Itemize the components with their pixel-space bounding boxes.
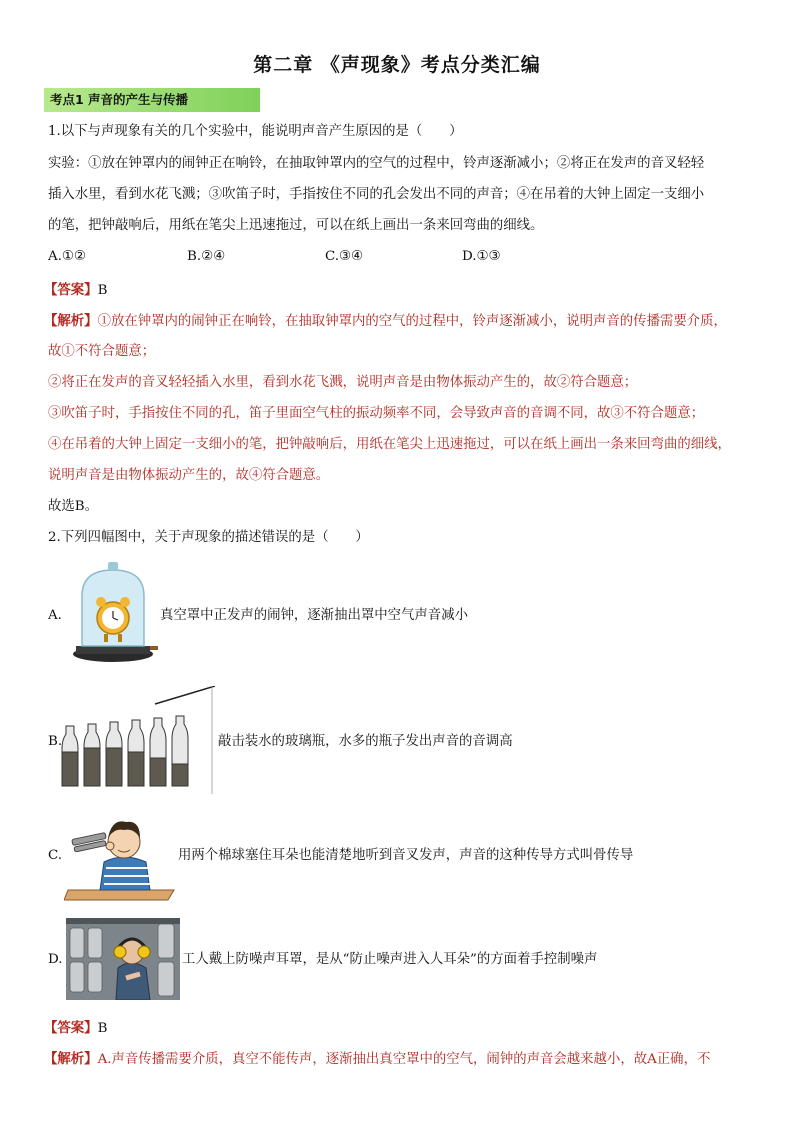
q1-stem: 1.以下与声现象有关的几个实验中，能说明声音产生原因的是（ ）	[48, 124, 463, 139]
q2-figure-a-text: 真空罩中正发声的闹钟，逐渐抽出罩中空气声音减小	[160, 608, 468, 623]
q1-analysis-line	[44, 311, 727, 332]
bell-jar-clock-image	[68, 560, 158, 664]
analysis-tag: 【解析】	[44, 313, 98, 329]
q2-figure-d-text: 工人戴上防噪声耳罩，是从“防止噪声进入人耳朵”的方面着手控制噪声	[182, 952, 598, 967]
q2-stem: 2.下列四幅图中，关于声现象的描述错误的是（ ）	[48, 530, 369, 545]
q1-experiment-line: 插入水里，看到水花飞溅；③吹笛子时，手指按住不同的孔会发出不同的声音；④在吊着的大钟上固定一支细小	[48, 187, 705, 202]
answer-value: B	[97, 1021, 108, 1036]
boy-tuning-fork-image	[64, 812, 178, 902]
answer-tag: 【答案】	[44, 282, 98, 298]
q2-figure-b-letter: B.	[48, 734, 63, 749]
q2-figure-b-text: 敲击装水的玻璃瓶，水多的瓶子发出声音的音调高	[218, 734, 513, 749]
q2-figure-c-letter: C.	[48, 848, 63, 863]
q1-option-d: D.①③	[462, 249, 501, 264]
answer-tag: 【答案】	[44, 1020, 98, 1036]
analysis-tag: 【解析】	[44, 1051, 98, 1067]
q2-figure-c-text: 用两个棉球塞住耳朵也能清楚地听到音叉发声，声音的这种传导方式叫骨传导	[178, 848, 634, 863]
q1-analysis-line: ③吹笛子时，手指按住不同的孔，笛子里面空气柱的振动频率不同，会导致声音的音调不同，故③不符合题意；	[48, 406, 705, 421]
answer-value: B	[97, 283, 108, 298]
q1-option-b: B.②④	[187, 249, 226, 264]
glass-bottles-image	[60, 686, 220, 796]
q1-analysis-line: ④在吊着的大钟上固定一支细小的笔，把钟敲响后，用纸在笔尖上迅速拖过，可以在纸上画出一条来回弯曲的细线，	[48, 437, 731, 452]
analysis-text: ①放在钟罩内的闹钟正在响铃，在抽取钟罩内的空气的过程中，铃声逐渐减小，说明声音的传播需要介质，	[97, 314, 727, 329]
factory-worker-earmuffs-image	[66, 918, 180, 1000]
q1-analysis-line: 说明声音是由物体振动产生的，故④符合题意。	[48, 468, 330, 483]
q1-option-c: C.③④	[325, 249, 364, 264]
q1-option-a: A.①②	[48, 249, 86, 264]
q1-conclusion: 故选B。	[48, 499, 99, 514]
q2-answer	[44, 1018, 107, 1039]
section-banner: 考点1 声音的产生与传播	[44, 88, 260, 112]
analysis-text: A.声音传播需要介质，真空不能传声，逐渐抽出真空罩中的空气，闹钟的声音会越来越小，故A正确，不	[97, 1052, 711, 1067]
q2-figure-a-letter: A.	[48, 608, 62, 623]
q2-analysis-line	[44, 1049, 710, 1070]
q1-analysis-line: 故①不符合题意；	[48, 344, 156, 359]
q2-figure-d-letter: D.	[48, 952, 63, 967]
q1-experiment-line: 的笔，把钟敲响后，用纸在笔尖上迅速拖过，可以在纸上画出一条来回弯曲的细线。	[48, 218, 544, 233]
q1-experiment-line: 实验：①放在钟罩内的闹钟正在响铃，在抽取钟罩内的空气的过程中，铃声逐渐减小；②将正在发声的音叉轻轻	[48, 156, 705, 171]
q1-analysis-line: ②将正在发声的音叉轻轻插入水里，看到水花飞溅，说明声音是由物体振动产生的，故②符合题意；	[48, 375, 638, 390]
page-title: 第二章 《声现象》考点分类汇编	[253, 54, 541, 76]
q1-answer	[44, 280, 107, 301]
